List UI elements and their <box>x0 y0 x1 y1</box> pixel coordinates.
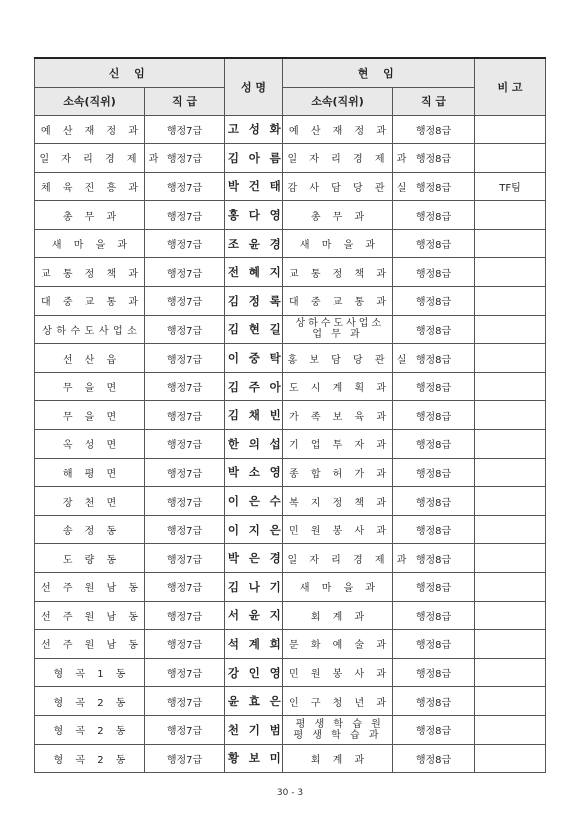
name-cell: 고 성 화 <box>225 115 283 144</box>
remarks-cell <box>475 458 546 487</box>
new-dept-cell: 체 육 진 흥 과 <box>35 172 145 201</box>
remarks-cell <box>475 372 546 401</box>
current-dept-cell: 가 족 보 육 과 <box>283 401 393 430</box>
new-dept-cell: 선 주 원 남 동 <box>35 630 145 659</box>
new-grade-cell: 행정7급 <box>145 601 225 630</box>
new-dept-cell: 형 곡 2 동 <box>35 687 145 716</box>
new-dept-cell: 상하수도사업소 <box>35 315 145 344</box>
current-dept-cell: 도 시 계 획 과 <box>283 372 393 401</box>
current-dept-cell: 회 계 과 <box>283 744 393 773</box>
remarks-cell <box>475 258 546 287</box>
name-cell: 전 혜 지 <box>225 258 283 287</box>
table-row <box>35 287 546 316</box>
current-grade-cell: 행정8급 <box>393 601 475 630</box>
name-cell: 김 아 름 <box>225 144 283 173</box>
current-dept-cell: 문 화 예 술 과 <box>283 630 393 659</box>
current-grade-cell: 행정8급 <box>393 144 475 173</box>
table-row <box>35 601 546 630</box>
current-grade-cell: 행정8급 <box>393 229 475 258</box>
name-cell: 강 인 영 <box>225 658 283 687</box>
remarks-cell <box>475 487 546 516</box>
current-dept-cell: 민 원 봉 사 과 <box>283 515 393 544</box>
current-dept-cell: 예 산 재 정 과 <box>283 115 393 144</box>
current-grade-cell: 행정8급 <box>393 630 475 659</box>
new-grade-cell: 행정7급 <box>145 430 225 459</box>
new-grade-cell: 행정7급 <box>145 144 225 173</box>
new-dept-cell: 선 산 읍 <box>35 344 145 373</box>
new-dept-cell: 선 주 원 남 동 <box>35 573 145 602</box>
remarks-cell <box>475 144 546 173</box>
table-row <box>35 172 546 201</box>
new-grade-cell: 행정7급 <box>145 515 225 544</box>
table-row <box>35 115 546 144</box>
table-row <box>35 487 546 516</box>
table-row <box>35 430 546 459</box>
current-grade-cell: 행정8급 <box>393 401 475 430</box>
current-grade-cell: 행정8급 <box>393 715 475 744</box>
remarks-cell <box>475 430 546 459</box>
current-dept-cell: 상하수도사업소 업 무 과 <box>283 315 393 344</box>
name-cell: 조 윤 경 <box>225 229 283 258</box>
name-cell: 김 채 빈 <box>225 401 283 430</box>
table-row <box>35 715 546 744</box>
current-grade-cell: 행정8급 <box>393 115 475 144</box>
current-grade-header: 직 급 <box>393 87 475 115</box>
name-cell: 이 중 탁 <box>225 344 283 373</box>
current-grade-cell: 행정8급 <box>393 687 475 716</box>
name-cell: 석 계 희 <box>225 630 283 659</box>
table-row <box>35 515 546 544</box>
current-grade-cell: 행정8급 <box>393 344 475 373</box>
remarks-cell <box>475 315 546 344</box>
new-grade-cell: 행정7급 <box>145 744 225 773</box>
name-cell: 김 나 기 <box>225 573 283 602</box>
name-cell: 이 은 수 <box>225 487 283 516</box>
current-dept-cell: 기 업 투 자 과 <box>283 430 393 459</box>
current-post-header: 현 임 <box>283 58 475 87</box>
table-row <box>35 630 546 659</box>
new-dept-header: 소속(직위) <box>35 87 145 115</box>
remarks-cell <box>475 229 546 258</box>
current-dept-cell: 일 자 리 경 제 과 <box>283 544 393 573</box>
new-dept-cell: 형 곡 2 동 <box>35 715 145 744</box>
current-dept-header: 소속(직위) <box>283 87 393 115</box>
new-dept-cell: 무 을 면 <box>35 372 145 401</box>
name-cell: 황 보 미 <box>225 744 283 773</box>
new-grade-cell: 행정7급 <box>145 487 225 516</box>
personnel-table <box>34 57 546 773</box>
remarks-cell <box>475 344 546 373</box>
new-dept-cell: 해 평 면 <box>35 458 145 487</box>
new-grade-cell: 행정7급 <box>145 258 225 287</box>
name-cell: 박 건 태 <box>225 172 283 201</box>
new-grade-cell: 행정7급 <box>145 115 225 144</box>
table-row <box>35 315 546 344</box>
current-grade-cell: 행정8급 <box>393 172 475 201</box>
name-cell: 김 정 록 <box>225 287 283 316</box>
current-dept-cell: 회 계 과 <box>283 601 393 630</box>
table-row <box>35 658 546 687</box>
table-row <box>35 144 546 173</box>
remarks-header: 비 고 <box>475 58 546 115</box>
current-grade-cell: 행정8급 <box>393 487 475 516</box>
new-dept-cell: 새 마 을 과 <box>35 229 145 258</box>
name-cell: 윤 효 은 <box>225 687 283 716</box>
page-number: 30 - 3 <box>276 788 304 798</box>
new-grade-cell: 행정7급 <box>145 229 225 258</box>
table-row <box>35 544 546 573</box>
remarks-cell <box>475 630 546 659</box>
remarks-cell <box>475 744 546 773</box>
new-dept-cell: 송 정 동 <box>35 515 145 544</box>
new-dept-cell: 대 중 교 통 과 <box>35 287 145 316</box>
name-cell: 박 은 경 <box>225 544 283 573</box>
remarks-cell <box>475 401 546 430</box>
table-row <box>35 687 546 716</box>
new-dept-cell: 교 통 정 책 과 <box>35 258 145 287</box>
new-dept-cell: 일 자 리 경 제 과 <box>35 144 145 173</box>
current-grade-cell: 행정8급 <box>393 658 475 687</box>
remarks-cell <box>475 287 546 316</box>
remarks-cell <box>475 115 546 144</box>
current-grade-cell: 행정8급 <box>393 201 475 230</box>
header-row-top <box>35 58 546 87</box>
new-dept-cell: 도 량 동 <box>35 544 145 573</box>
table-body <box>35 115 546 773</box>
current-dept-cell: 교 통 정 책 과 <box>283 258 393 287</box>
remarks-cell <box>475 601 546 630</box>
name-cell: 이 지 은 <box>225 515 283 544</box>
current-grade-cell: 행정8급 <box>393 544 475 573</box>
current-grade-cell: 행정8급 <box>393 744 475 773</box>
table-row <box>35 458 546 487</box>
current-dept-cell: 총 무 과 <box>283 201 393 230</box>
current-dept-cell: 민 원 봉 사 과 <box>283 658 393 687</box>
remarks-cell: TF팀 <box>475 172 546 201</box>
remarks-cell <box>475 658 546 687</box>
table-row <box>35 401 546 430</box>
remarks-cell <box>475 687 546 716</box>
new-grade-cell: 행정7급 <box>145 573 225 602</box>
current-grade-cell: 행정8급 <box>393 372 475 401</box>
current-grade-cell: 행정8급 <box>393 458 475 487</box>
new-grade-cell: 행정7급 <box>145 630 225 659</box>
table-row <box>35 229 546 258</box>
new-dept-cell: 옥 성 면 <box>35 430 145 459</box>
current-grade-cell: 행정8급 <box>393 515 475 544</box>
new-grade-cell: 행정7급 <box>145 172 225 201</box>
new-grade-cell: 행정7급 <box>145 344 225 373</box>
current-dept-cell: 대 중 교 통 과 <box>283 287 393 316</box>
new-grade-cell: 행정7급 <box>145 287 225 316</box>
new-grade-cell: 행정7급 <box>145 201 225 230</box>
current-grade-cell: 행정8급 <box>393 287 475 316</box>
header-row-sub <box>35 87 546 115</box>
name-cell: 홍 다 영 <box>225 201 283 230</box>
new-dept-cell: 형 곡 2 동 <box>35 744 145 773</box>
current-grade-cell: 행정8급 <box>393 315 475 344</box>
remarks-cell <box>475 715 546 744</box>
remarks-cell <box>475 515 546 544</box>
remarks-cell <box>475 544 546 573</box>
new-grade-cell: 행정7급 <box>145 401 225 430</box>
new-grade-cell: 행정7급 <box>145 715 225 744</box>
new-dept-cell: 예 산 재 정 과 <box>35 115 145 144</box>
new-dept-cell: 형 곡 1 동 <box>35 658 145 687</box>
name-cell: 김 현 길 <box>225 315 283 344</box>
remarks-cell <box>475 201 546 230</box>
table-row <box>35 344 546 373</box>
current-dept-cell: 일 자 리 경 제 과 <box>283 144 393 173</box>
name-cell: 한 의 섭 <box>225 430 283 459</box>
new-dept-cell: 선 주 원 남 동 <box>35 601 145 630</box>
current-dept-cell: 종 합 허 가 과 <box>283 458 393 487</box>
new-dept-cell: 총 무 과 <box>35 201 145 230</box>
table-row <box>35 372 546 401</box>
current-dept-cell: 새 마 을 과 <box>283 229 393 258</box>
new-grade-cell: 행정7급 <box>145 372 225 401</box>
table-row <box>35 573 546 602</box>
current-grade-cell: 행정8급 <box>393 430 475 459</box>
remarks-cell <box>475 573 546 602</box>
new-grade-cell: 행정7급 <box>145 658 225 687</box>
current-dept-cell: 인 구 청 년 과 <box>283 687 393 716</box>
name-cell: 서 윤 지 <box>225 601 283 630</box>
new-grade-cell: 행정7급 <box>145 315 225 344</box>
table-row <box>35 744 546 773</box>
name-cell: 김 주 아 <box>225 372 283 401</box>
table-row <box>35 258 546 287</box>
name-cell: 박 소 영 <box>225 458 283 487</box>
current-dept-cell: 복 지 정 책 과 <box>283 487 393 516</box>
name-header: 성 명 <box>225 58 283 115</box>
new-grade-cell: 행정7급 <box>145 544 225 573</box>
current-dept-cell: 평 생 학 습 원 평 생 학 습 과 <box>283 715 393 744</box>
current-dept-cell: 홍 보 담 당 관 실 <box>283 344 393 373</box>
new-grade-cell: 행정7급 <box>145 458 225 487</box>
current-dept-cell: 새 마 을 과 <box>283 573 393 602</box>
current-grade-cell: 행정8급 <box>393 573 475 602</box>
current-grade-cell: 행정8급 <box>393 258 475 287</box>
current-dept-cell: 감 사 담 당 관 실 <box>283 172 393 201</box>
table-row <box>35 201 546 230</box>
new-dept-cell: 무 을 면 <box>35 401 145 430</box>
new-dept-cell: 장 천 면 <box>35 487 145 516</box>
new-grade-cell: 행정7급 <box>145 687 225 716</box>
new-post-header: 신 임 <box>35 58 225 87</box>
name-cell: 천 기 범 <box>225 715 283 744</box>
new-grade-header: 직 급 <box>145 87 225 115</box>
